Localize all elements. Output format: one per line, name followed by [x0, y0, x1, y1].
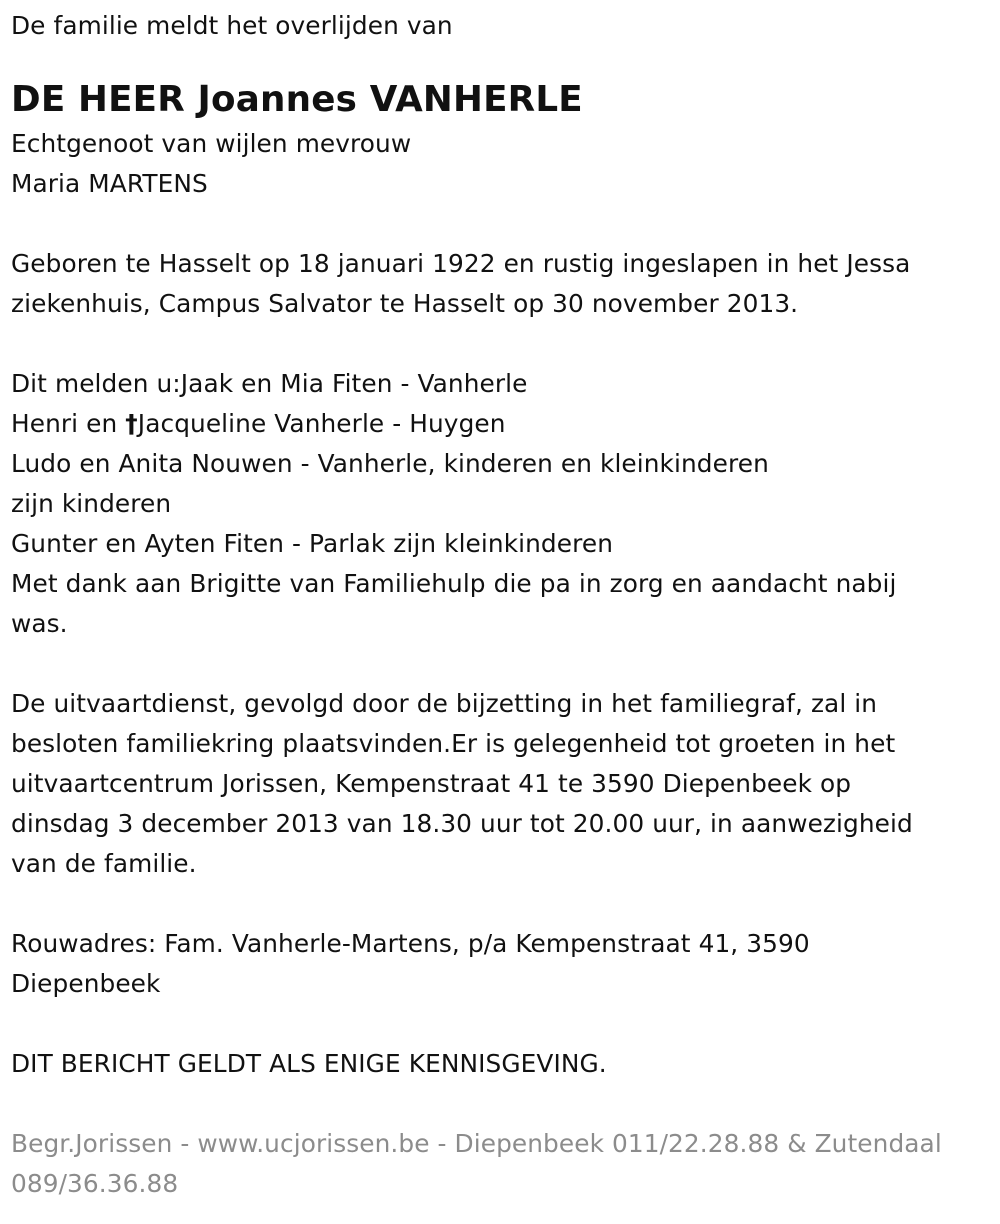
announcers-line-2-prefix: Henri en — [11, 409, 126, 438]
spacer — [11, 884, 1000, 924]
funeral-line-4: dinsdag 3 december 2013 van 18.30 uur tot 20.00 uur, in aanwezigheid — [11, 809, 913, 838]
funeral-line-2: besloten familiekring plaatsvinden.Er is gelegenheid tot groeten in het — [11, 729, 896, 758]
announcers-line-3: Ludo en Anita Nouwen - Vanherle, kinderen en kleinkinderen — [11, 449, 769, 478]
announcers-line-7: was. — [11, 609, 68, 638]
footer-line-1: Begr.Jorissen - www.ucjorissen.be - Diepenbeek 011/22.28.88 & Zutendaal — [11, 1129, 942, 1158]
notice-text: DIT BERICHT GELDT ALS ENIGE KENNISGEVING. — [11, 1049, 607, 1078]
birth-line-2: ziekenhuis, Campus Salvator te Hasselt op 30 november 2013. — [11, 289, 799, 318]
announcers-line-1: Dit melden u:Jaak en Mia Fiten - Vanherle — [11, 369, 528, 398]
spouse-line-1: Echtgenoot van wijlen mevrouw — [11, 129, 412, 158]
funeral-line-3: uitvaartcentrum Jorissen, Kempenstraat 41 te 3590 Diepenbeek op — [11, 769, 852, 798]
deceased-name: DE HEER Joannes VANHERLE — [11, 79, 583, 120]
funeral-line-5: van de familie. — [11, 849, 197, 878]
address-line-2: Diepenbeek — [11, 969, 161, 998]
announcers-line-2-suffix: Jacqueline Vanherle - Huygen — [137, 409, 506, 438]
announcers-line-2 — [11, 404, 1000, 444]
funeral-line-1: De uitvaartdienst, gevolgd door de bijzetting in het familiegraf, zal in — [11, 689, 878, 718]
spouse-line-2: Maria MARTENS — [11, 169, 208, 198]
spacer — [11, 1084, 1000, 1124]
cross-icon: † — [125, 409, 138, 438]
intro-text: De familie meldt het overlijden van — [11, 11, 453, 40]
announcers-line-6: Met dank aan Brigitte van Familiehulp die pa in zorg en aandacht nabij — [11, 569, 897, 598]
footer-line-2: 089/36.36.88 — [11, 1169, 179, 1198]
announcers-line-4: zijn kinderen — [11, 489, 172, 518]
address-line-1: Rouwadres: Fam. Vanherle-Martens, p/a Kempenstraat 41, 3590 — [11, 929, 810, 958]
spacer — [11, 644, 1000, 684]
spacer — [11, 1004, 1000, 1044]
announcers-line-5: Gunter en Ayten Fiten - Parlak zijn kleinkinderen — [11, 529, 614, 558]
spacer — [11, 324, 1000, 364]
birth-line-1: Geboren te Hasselt op 18 januari 1922 en rustig ingeslapen in het Jessa — [11, 249, 911, 278]
spacer — [11, 204, 1000, 244]
